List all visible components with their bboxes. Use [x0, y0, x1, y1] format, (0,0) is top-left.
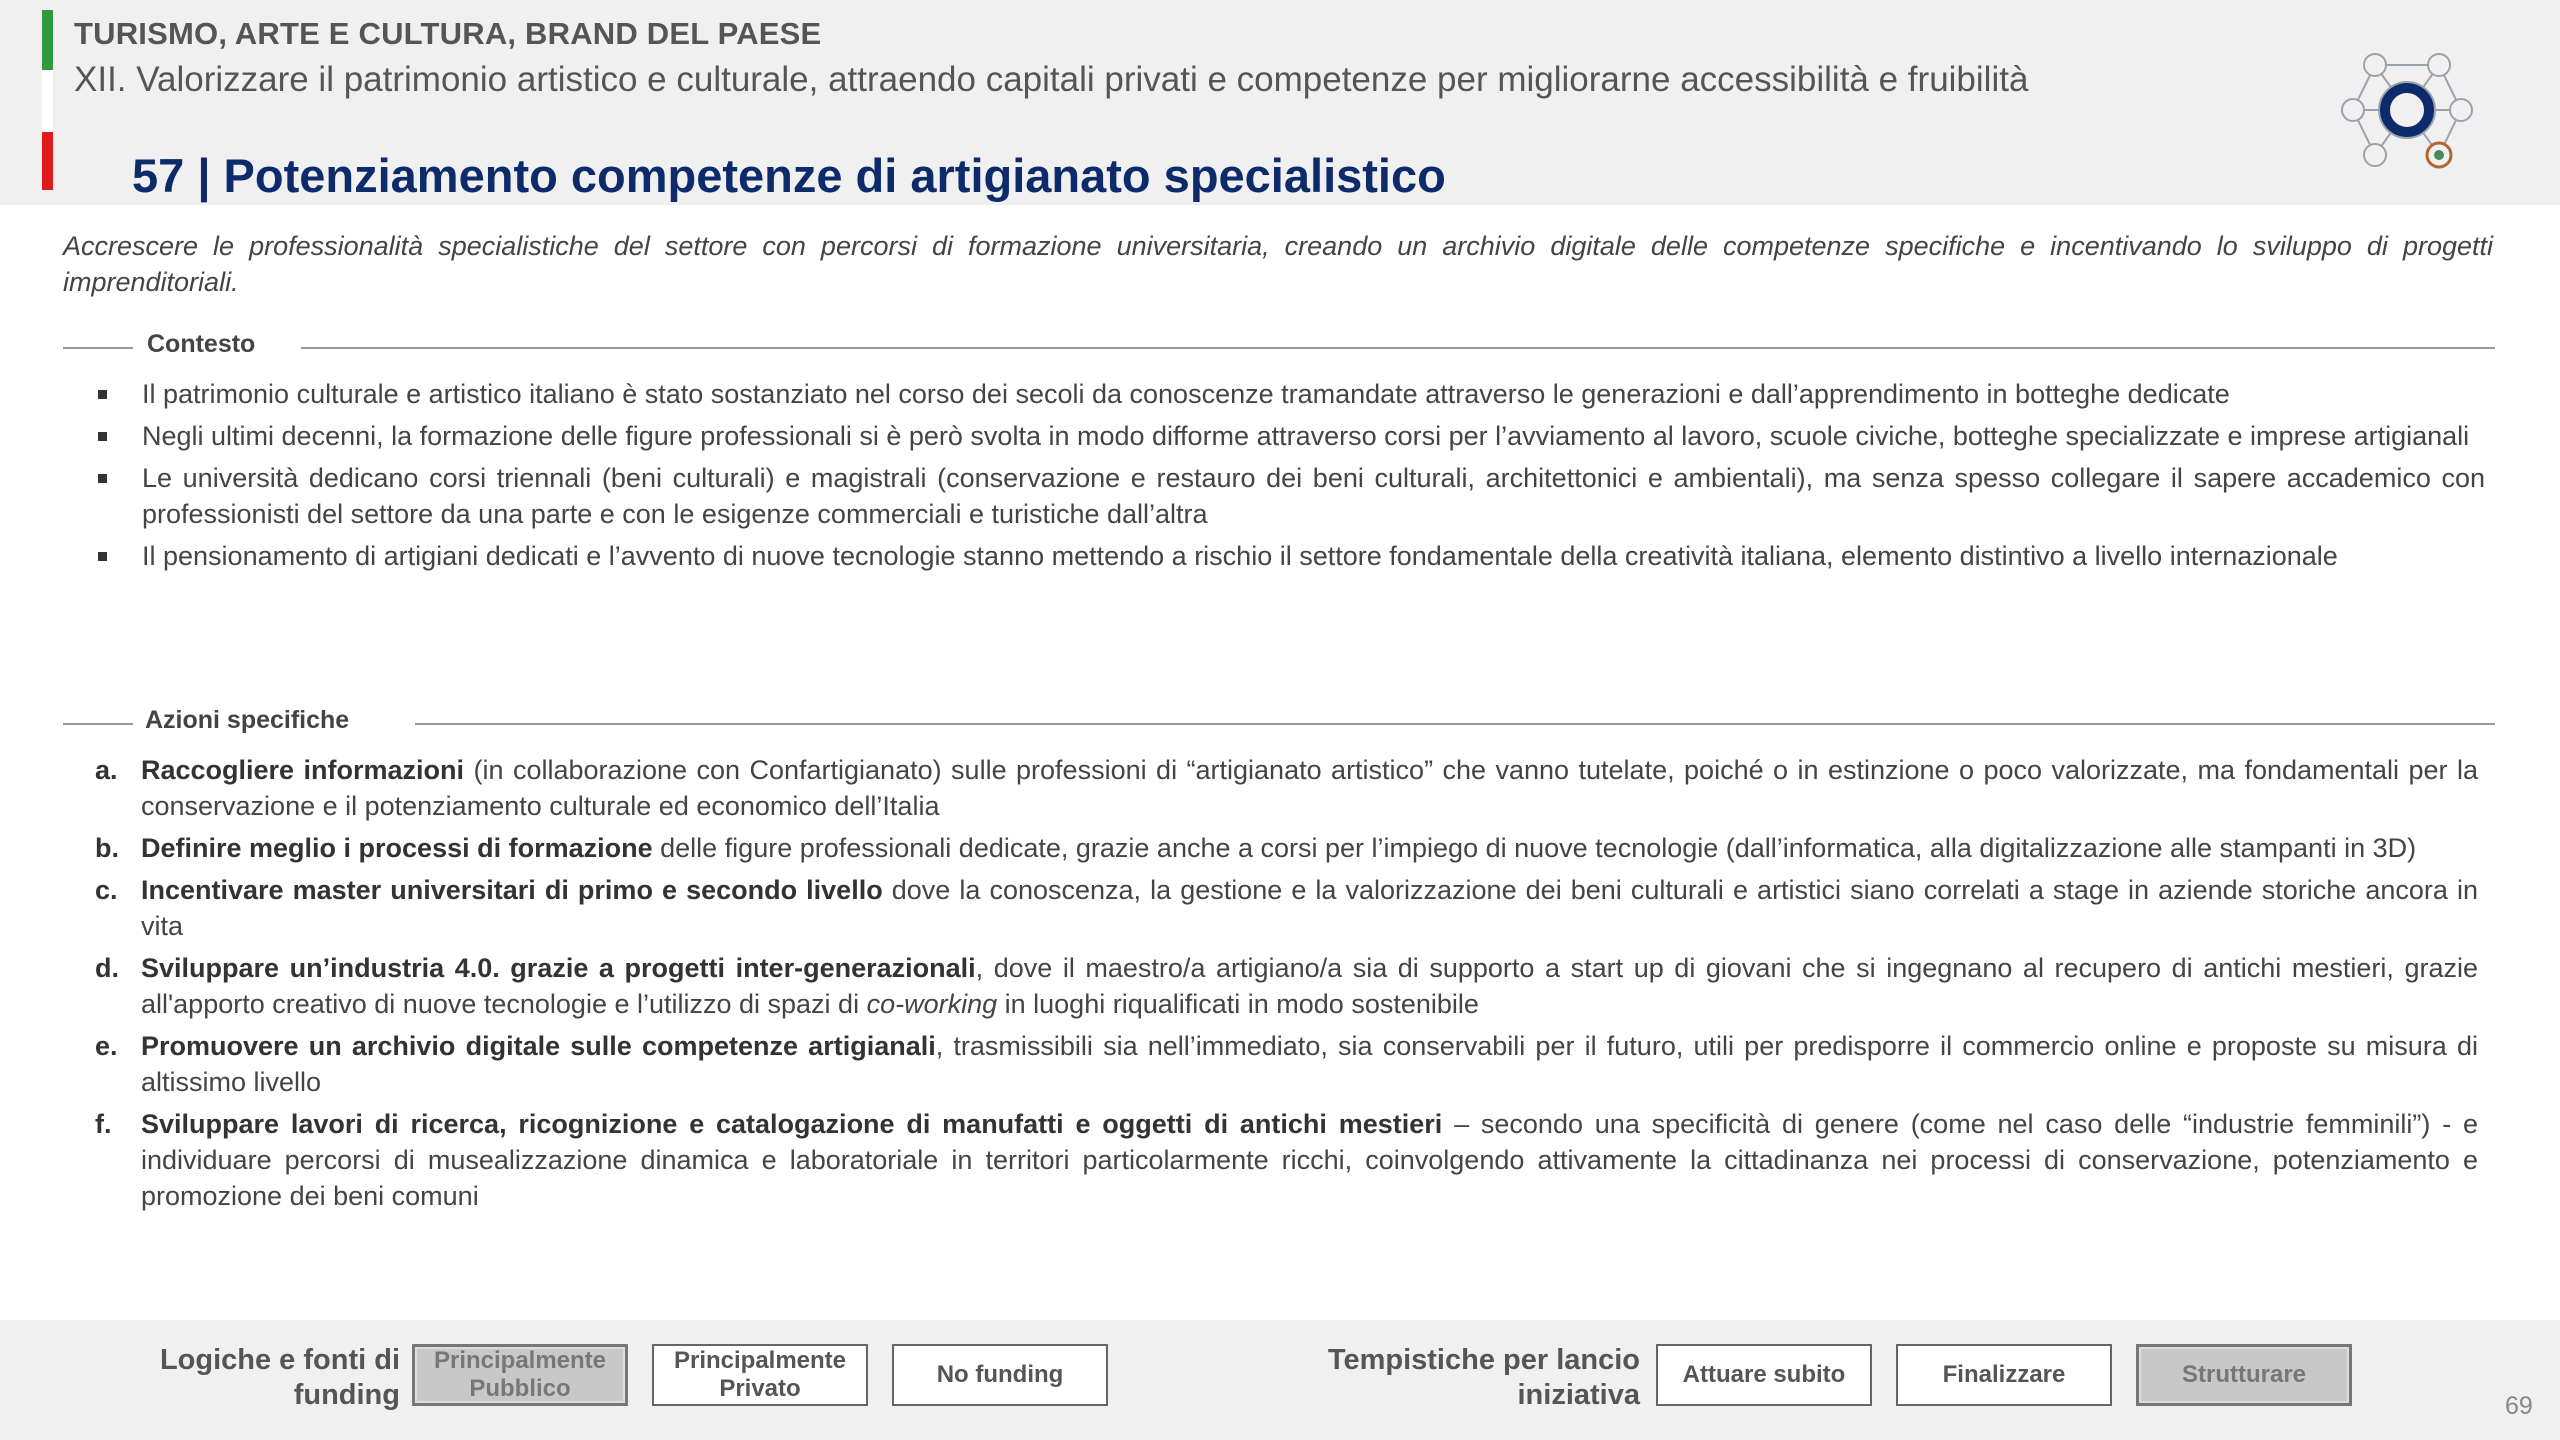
section-heading: Contesto	[147, 330, 256, 358]
contesto-bullet-list	[90, 376, 2485, 580]
option-line: Strutturare	[2181, 1361, 2307, 1388]
bullet-square-icon	[98, 432, 107, 441]
item-bold-text: Sviluppare lavori di ricerca, ricognizione e catalogazione di manufatti e oggetti di antichi mestieri	[141, 1109, 1443, 1139]
option-line: Principalmente	[673, 1347, 847, 1374]
flag-green-stripe	[42, 10, 53, 70]
funding-option-no-funding[interactable]	[892, 1344, 1108, 1406]
intro-text: Accrescere le professionalità specialistiche del settore con percorsi di formazione universitaria, creando un archivio digitale delle competenze specifiche e incentivando lo sviluppo di progetti imprenditoriali.	[63, 231, 2493, 297]
timing-option-attuare-subito[interactable]	[1656, 1344, 1872, 1406]
chapter-subtitle: XII. Valorizzare il patrimonio artistico e culturale, attraendo capitali privati e competenze per migliorarne accessibilità e fruibilità	[74, 60, 2029, 99]
list-item	[90, 418, 2485, 454]
list-item	[90, 950, 2478, 1022]
item-letter: b.	[95, 833, 119, 863]
section-header-azioni	[63, 706, 2495, 740]
list-item	[90, 1028, 2478, 1100]
divider-line	[63, 347, 133, 349]
item-text: dove la conoscenza, la gestione e la valorizzazione dei beni culturali e artistici siano correlati a stage in aziende storiche ancora in vita	[141, 875, 2478, 941]
item-text: (in collaborazione con Confartigianato) sulle professioni di “artigianato artistico” che vanno tutelate, poiché o in estinzione o poco valorizzate, ma fondamentali per la conservazione e il potenziamento culturale ed economico dell’Italia	[141, 755, 2478, 821]
divider-line	[301, 347, 2495, 349]
item-bold-text: Raccogliere informazioni	[141, 755, 465, 785]
item-text: , trasmissibili sia nell’immediato, sia conservabili per il futuro, utili per predisporre il commercio online e proposte su misura di altissimo livello	[141, 1031, 2479, 1097]
option-line: Finalizzare	[1942, 1361, 2066, 1388]
divider-line	[415, 723, 2495, 725]
item-text: , dove il maestro/a artigiano/a sia di supporto a start up di giovani che si ingegnano al recupero di antichi mestieri, grazie all'apporto creativo di nuove tecnologie e l’utilizzo di spazi di	[141, 953, 2478, 1019]
timing-label-line: Tempistiche per lancio	[1327, 1344, 1640, 1376]
funding-label-line: funding	[293, 1379, 400, 1411]
item-letter: e.	[95, 1031, 118, 1061]
timing-option-strutturare[interactable]	[2136, 1344, 2352, 1406]
item-letter: a.	[95, 755, 118, 785]
bullet-text: Le università dedicano corsi triennali (beni culturali) e magistrali (conservazione e restauro dei beni culturali, architettonici e ambientali), ma senza spesso collegare il sapere accademico con professionisti del settore da una parte e con le esigenze commerciali e turistiche dall’altra	[142, 463, 2485, 529]
list-item	[90, 538, 2485, 574]
list-item	[90, 830, 2478, 866]
list-item	[90, 1106, 2478, 1214]
section-heading: Azioni specifiche	[145, 706, 350, 734]
page-number: 69	[2505, 1392, 2533, 1420]
timing-label-line: iniziativa	[1517, 1379, 1640, 1411]
section-header-contesto	[63, 330, 2495, 364]
option-line: No funding	[936, 1361, 1064, 1388]
item-letter: d.	[95, 953, 119, 983]
flag-red-stripe	[42, 132, 53, 190]
flag-white-stripe	[42, 70, 53, 132]
item-text: delle figure professionali dedicate, grazie anche a corsi per l’impiego di nuove tecnologie (dall’informatica, alla digitalizzazione alle stampanti in 3D)	[652, 833, 2417, 863]
funding-option-pubblico[interactable]	[412, 1344, 628, 1406]
list-item	[90, 872, 2478, 944]
header-band	[0, 0, 2560, 205]
item-letter: c.	[95, 875, 118, 905]
item-bold-text: Incentivare master universitari di primo e secondo livello	[141, 875, 883, 905]
network-logo-icon	[2335, 45, 2480, 175]
funding-option-privato[interactable]	[652, 1344, 868, 1406]
sector-label: TURISMO, ARTE E CULTURA, BRAND DEL PAESE	[74, 16, 822, 51]
timing-label	[1290, 1343, 1640, 1413]
option-line: Principalmente	[433, 1347, 607, 1374]
bullet-text: Il pensionamento di artigiani dedicati e l’avvento di nuove tecnologie stanno mettendo a rischio il settore fondamentale della creatività italiana, elemento distintivo a livello internazionale	[142, 541, 2338, 571]
item-text: in luoghi riqualificati in modo sostenibile	[997, 989, 1479, 1019]
bullet-square-icon	[98, 474, 107, 483]
option-line: Pubblico	[469, 1375, 571, 1402]
list-item	[90, 752, 2478, 824]
option-line: Attuare subito	[1682, 1361, 1846, 1388]
item-italic-text: co-working	[866, 989, 998, 1019]
funding-label	[130, 1343, 400, 1413]
list-item	[90, 460, 2485, 532]
item-bold-text: Promuovere un archivio digitale sulle competenze artigianali	[141, 1031, 936, 1061]
bullet-text: Il patrimonio culturale e artistico italiano è stato sostanziato nel corso dei secoli da conoscenze tramandate attraverso le generazioni e dall’apprendimento in botteghe dedicate	[142, 379, 2230, 409]
divider-line	[63, 723, 133, 725]
item-bold-text: Definire meglio i processi di formazione	[141, 833, 653, 863]
item-bold-text: Sviluppare un’industria 4.0. grazie a progetti inter-generazionali	[141, 953, 976, 983]
bullet-square-icon	[98, 390, 107, 399]
list-item	[90, 376, 2485, 412]
bullet-text: Negli ultimi decenni, la formazione delle figure professionali si è però svolta in modo difforme attraverso corsi per l’avviamento al lavoro, scuole civiche, botteghe specializzate e imprese artigianali	[142, 421, 2470, 451]
option-line: Privato	[719, 1375, 801, 1402]
item-text: – secondo una specificità di genere (come nel caso delle “industrie femminili”) - e individuare percorsi di musealizzazione dinamica e laboratoriale in territori particolarmente ricchi, coinvolgendo attivamente la cittadinanza nei processi di conservazione, potenziamento e promozione dei beni comuni	[141, 1109, 2479, 1211]
item-letter: f.	[95, 1109, 112, 1139]
page-title: 57 | Potenziamento competenze di artigianato specialistico	[132, 149, 1446, 202]
timing-option-finalizzare[interactable]	[1896, 1344, 2112, 1406]
bullet-square-icon	[98, 552, 107, 561]
azioni-list	[90, 752, 2478, 1220]
funding-label-line: Logiche e fonti di	[159, 1344, 400, 1376]
